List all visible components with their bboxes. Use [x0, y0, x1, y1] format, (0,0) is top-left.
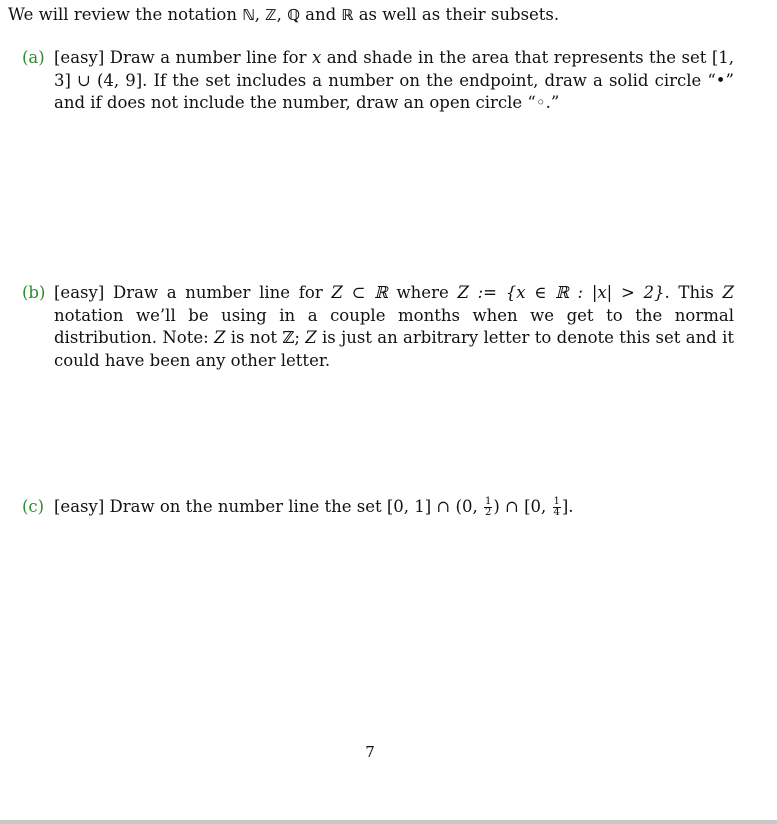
difficulty-tag: [easy]	[54, 283, 105, 302]
set-rationals: ℚ	[287, 6, 300, 24]
set-expression: Z := {x ∈ ℝ : |x| > 2}	[457, 283, 665, 302]
difficulty-tag: [easy]	[54, 497, 105, 516]
set-naturals: ℕ	[242, 6, 255, 24]
problem-a	[22, 47, 734, 115]
set-integers: ℤ	[265, 6, 277, 24]
page-divider	[0, 820, 777, 824]
set-expression: [0, 1] ∩ (0, $\frac{1}{2}$ ) ∩ [0, $\frac{1}{4}$ ].	[386, 496, 574, 518]
problem-c	[22, 496, 734, 519]
problem-b	[22, 282, 734, 372]
fraction-one-quarter: $\frac{1}{4}$	[553, 496, 560, 518]
set-expression: [1, 3] ∪ (4, 9]	[54, 48, 735, 90]
set-reals: ℝ	[341, 6, 354, 24]
intro-tail: as well as their subsets.	[353, 5, 560, 24]
fraction-one-half: $\frac{1}{2}$	[484, 496, 492, 518]
difficulty-tag: [easy]	[54, 48, 105, 67]
intro-lead: We will review the notation	[8, 5, 237, 24]
problem-c-text: [easy] Draw on the number line the set [0, 1] ∩ (0, $\frac{1}{2}$ ) ∩ [0, $\frac{1}{4}$ ].	[54, 496, 574, 518]
problem-c-label: (c)	[22, 497, 45, 516]
problem-b-label: (b)	[22, 283, 46, 302]
problem-b-text: [easy] Draw a number line for Z ⊂ ℝ where Z := {x ∈ ℝ : |x| > 2}. This Z notation we’ll be using in a couple months when we get to the normal distribution. Note: Z is not ℤ; Z is just an arbitrary letter to denote this set and it could have been any other letter.	[54, 283, 734, 370]
intro-sentence: We will review the notation ℕ, ℤ, ℚ and ℝ as well as their subsets.	[8, 5, 560, 24]
problem-a-text: [easy] Draw a number line for x and shade in the area that represents the set [1, 3] ∪ (4, 9]. If the set includes a number on the endpoint, draw a solid circle “•” and if does not include the number, draw an open circle “◦.”	[54, 48, 735, 112]
page-number: 7	[365, 743, 375, 761]
problem-a-label: (a)	[22, 48, 45, 67]
